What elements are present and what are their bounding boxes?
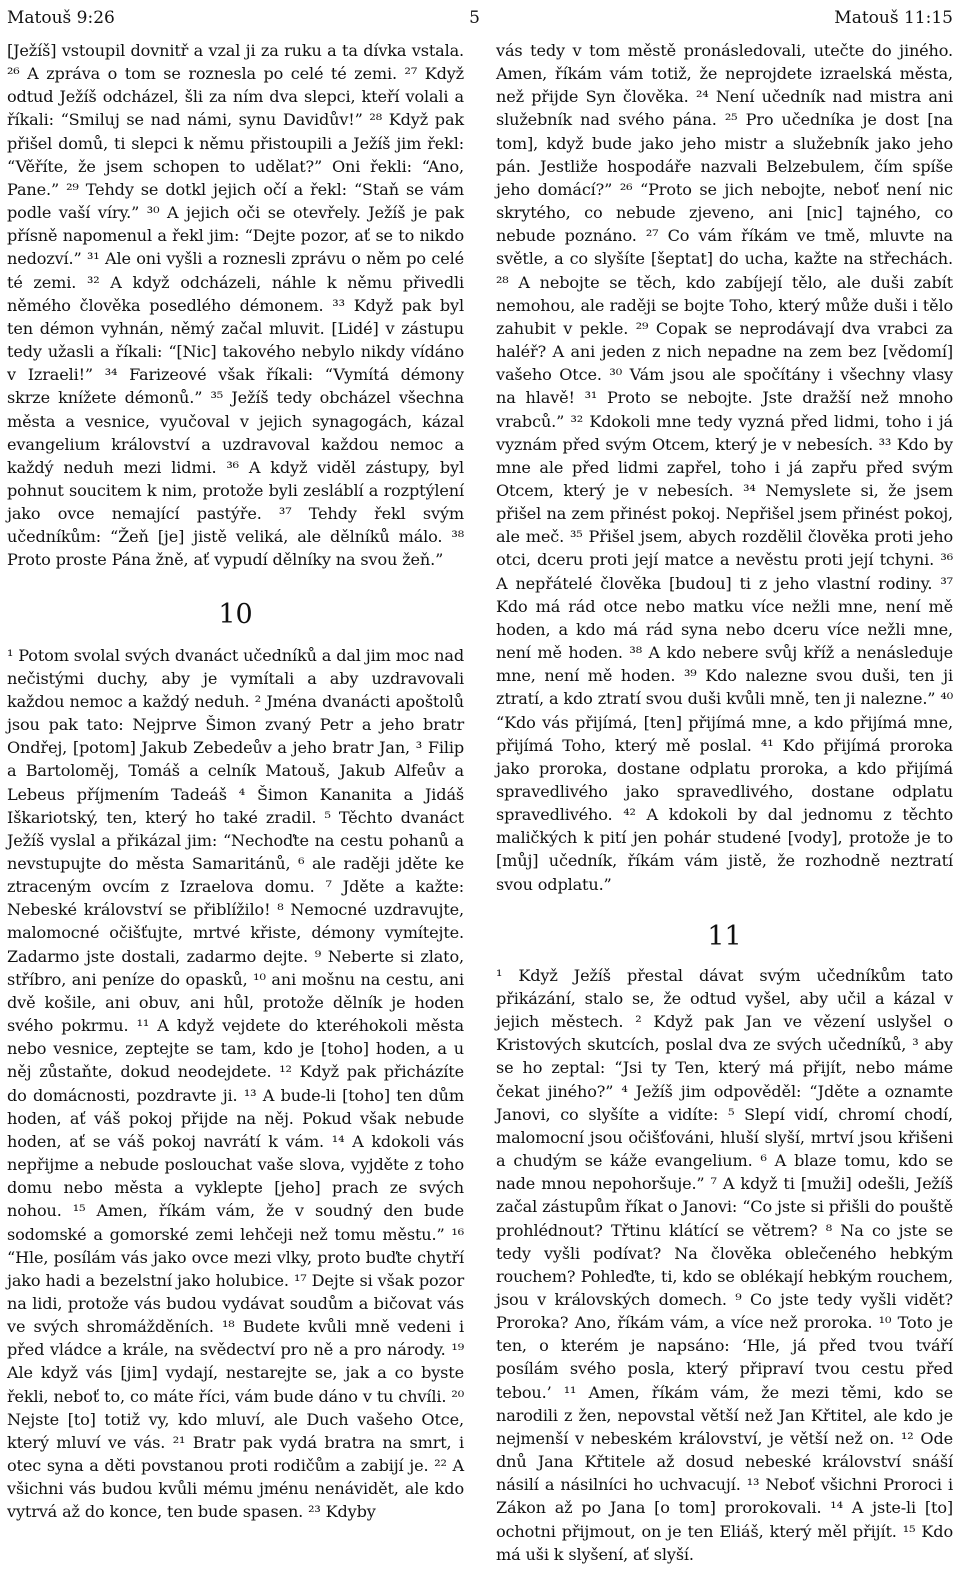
right-column bbox=[496, 39, 953, 1566]
chapter-heading-11: 11 bbox=[707, 920, 742, 952]
chapter-11-text: ¹ Když Ježíš přestal dávat svým učedníkům tato přikázání, stalo se, že odtud vyšel, aby učil a kázal v jejich městech. ² Když pak Jan ve vězení uslyšel o Kristových skutcích, poslal dva ze svých učedníků, ³ aby se ho zeptal: “Jsi ty Ten, který má přijít, nebo máme čekat jiného?” ⁴ Ježíš jim odpověděl: “Jděte a oznamte Janovi, co slyšíte a vidíte: ⁵ Slepí vidí, chromí chodí, malomocní jsou očišťováni, hluší slyší, mrtví jsou křišeni a chudým se káže evangelium. ⁶ A blaze tomu, kdo se nade mnou nepohoršuje.” ⁷ A když ti [muži] odešli, Ježíš začal zástupům říkat o Janovi: “Co jste si přišli do pouště prohlédnout? Třtinu klátící se větrem? ⁸ Na co jste se tedy vyšli podívat? Na člověka oblečeného hebkým rouchem? Pohleďte, ti, kdo se oblékají hebkým rouchem, jsou v královských domech. ⁹ Co jste tedy vyšli vidět? Proroka? Ano, říkám vám, a více než proroka. ¹⁰ Toto je ten, o kterém je napsáno: ‘Hle, já před tvou tváří posílám svého posla, který připraví tvou cestu před tebou.’ ¹¹ Amen, říkám vám, že mezi těmi, kdo se narodili z žen, nepovstal větší než Jan Křtitel, ale kdo je nejmenší v nebeském království, je větší než on. ¹² Ode dnů Jana Křtitele až dosud nebeské království snáší násilí a násilníci ho uchvacují. ¹³ Neboť všichni Proroci i Zákon až po Jana [o tom] prorokovali. ¹⁴ A jste-li [to] ochotni přijmout, on je ten Eliáš, který měl přijít. ¹⁵ Kdo má uši k slyšení, ať slyší. bbox=[496, 965, 953, 1564]
text-columns bbox=[7, 39, 953, 1566]
chapter-10-text: ¹ Potom svolal svých dvanáct učedníků a dal jim moc nad nečistými duchy, aby je vymítali a aby uzdravovali každou nemoc a každý neduh. ² Jména dvanácti apoštolů jsou pak tato: Nejprve Šimon zvaný Petr a jeho bratr Ondřej, [potom] Jakub Zebedeův a jeho bratr Jan, ³ Filip a Bartoloměj, Tomáš a celník Matouš, Jakub Alfeův a Lebeus příjmením Tadeáš ⁴ Šimon Kananita a Jidáš Iškariotský, ten, který ho také zradil. ⁵ Těchto dvanáct Ježíš vyslal a přikázal jim: “Nechoďte na cestu pohanů a nevstupujte do města Samaritánů, ⁶ ale raději jděte ke ztraceným ovcím z Izraelova domu. ⁷ Jděte a kažte: Nebeské království se přiblížilo! ⁸ Nemocné uzdravujte, malomocné očišťujte, mrtvé křiste, démony vymítejte. Zadarmo jste dostali, zadarmo dejte. ⁹ Neberte si zlato, stříbro, ani peníze do opasků, ¹⁰ ani mošnu na cestu, ani dvě košile, ani obuv, ani hůl, protože dělník je hoden svého pokrmu. ¹¹ A když vejdete do kteréhokoli města nebo vesnice, zeptejte se tam, kdo je [toho] hoden, a u něj zůstaňte, dokud neodejdete. ¹² Když pak přicházíte do domácnosti, pozdravte ji. ¹³ A bude-li [toho] ten dům hoden, ať váš pokoj přijde na něj. Pokud však nebude hoden, ať se váš pokoj navrátí k vám. ¹⁴ A kdokoli vás nepřijme a nebude poslouchat vaše slova, vyjděte z toho domu nebo města a vyklepte [jeho] prach ze svých nohou. ¹⁵ Amen, říkám vám, že v soudný den bude sodomské a gomorské zemi lehčeji než tomu městu.” ¹⁶ “Hle, posílám vás jako ovce mezi vlky, proto buďte chytří jako hadi a bezelstní jako holubice. ¹⁷ Dejte si však pozor na lidi, protože vás budou vydávat soudům a bičovat vás ve svých shromážděních. ¹⁸ Budete kvůli mně vedeni i před vládce a krále, na svědectví pro ně a pro národy. ¹⁹ Ale když vás [jim] vydají, nestarejte se, jak a co byste řekli, neboť to, co máte říci, vám bude dáno v tu chvíli. ²⁰ Nejste [to] totiž vy, kdo mluví, ale Duch vašeho Otce, který mluví ve vás. ²¹ Bratr pak vydá bratra na smrt, i otec syna a děti povstanou proti rodičům a zabijí je. ²² A všichni vás budou kvůli mému jménu nenávidět, ale kdo vytrvá až do konce, ten bude spasen. ²³ Kdyby bbox=[7, 645, 464, 1522]
chapter-9-text: [Ježíš] vstoupil dovnitř a vzal ji za ruku a ta dívka vstala. ²⁶ A zpráva o tom se roznesla po celé té zemi. ²⁷ Když odtud Ježíš odcházel, šli za ním dva slepci, kteří volali a říkali: “Smiluj se nad námi, synu Davidův!” ²⁸ Když pak přišel domů, ti slepci k němu přistoupili a Ježíš jim řekl: “Věříte, že jsem schopen to udělat?” Oni řekli: “Ano, Pane.” ²⁹ Tehdy se dotkl jejich očí a řekl: “Staň se vám podle vaší víry.” ³⁰ A jejich oči se otevřely. Ježíš je pak přísně napomenul a řekl jim: “Dejte pozor, ať se to nikdo nedozví.” ³¹ Ale oni vyšli a roznesli zprávu o něm po celé té zemi. ³² A když odcházeli, náhle k němu přivedli němého člověka posedlého démonem. ³³ Když pak byl ten démon vyhnán, němý začal mluvit. [Lidé] v zástupu tedy užasli a říkali: “[Nic] takového nebylo nikdy vídáno v Izraeli!” ³⁴ Farizeové však říkali: “Vymítá démony skrze knížete démonů.” ³⁵ Ježíš tedy obcházel všechna města a vesnice, vyučoval v jejich synagogách, kázal evangelium království a uzdravoval každou nemoc a každý neduh mezi lidmi. ³⁶ A když viděl zástupy, byl pohnut soucitem k nim, protože byli zesláblí a rozptýlení jako ovce nemající pastýře. ³⁷ Tehdy řekl svým učedníkům: “Žeň [je] jistě veliká, ale dělníků málo. ³⁸ Proto proste Pána žně, ať vypudí dělníky na svou žeň.” bbox=[7, 41, 464, 570]
left-column bbox=[7, 39, 464, 1566]
chapter-10-continued-text: vás tedy v tom městě pronásledovali, utečte do jiného. Amen, říkám vám totiž, že neprojdete izraelská města, než přijde Syn člověka. ²⁴ Není učedník nad mistra ani služebník nad svého pána. ²⁵ Pro učedníka je dost [na tom], když bude jako jeho mistr a služebník jako jeho pán. Jestliže hospodáře nazvali Belzebulem, čím spíše jeho domácí?” ²⁶ “Proto se jich nebojte, neboť není nic skrytého, co nebude zjeveno, ani [nic] tajného, co nebude poznáno. ²⁷ Co vám říkám ve tmě, mluvte na světle, a co slyšíte [šeptat] do ucha, kažte na střechách. ²⁸ A nebojte se těch, kdo zabíjejí tělo, ale duši zabít nemohou, ale raději se bojte Toho, který může duši i tělo zahubit v pekle. ²⁹ Copak se neprodávají dva vrabci za haléř? A ani jeden z nich nepadne na zem bez [vědomí] vašeho Otce. ³⁰ Vám jsou ale spočítány i všechny vlasy na hlavě! ³¹ Proto se nebojte. Jste dražší než mnoho vrabců.” ³² Kdokoli mne tedy vyzná před lidmi, toho i já vyznám před svým Otcem, který je v nebesích. ³³ Kdo by mne ale před lidmi zapřel, toho i já zapřu před svým Otcem, který je v nebesích. ³⁴ Nemyslete si, že jsem přišel na zem přinést pokoj. Nepřišel jsem přinést pokoj, ale meč. ³⁵ Přišel jsem, abych rozdělil člověka proti jeho otci, dceru proti její matce a nevěstu proti její tchyni. ³⁶ A nepřátelé člověka [budou] ti z jeho vlastní rodiny. ³⁷ Kdo má rád otce nebo matku více nežli mne, není mě hoden, a kdo má rád syna nebo dceru více nežli mne, není mě hoden. ³⁸ A kdo nebere svůj kříž a nenásleduje mne, není mě hoden. ³⁹ Kdo nalezne svou duši, ten ji ztratí, a kdo ztratí svou duši kvůli mně, ten ji nalezne.” ⁴⁰ “Kdo vás přijímá, [ten] přijímá mne, a kdo přijímá mne, přijímá Toho, který mě poslal. ⁴¹ Kdo přijímá proroka jako proroka, dostane odplatu proroka, a kdo přijímá spravedlivého jako spravedlivého, dostane odplatu spravedlivého. ⁴² A kdokoli by dal jednomu z těchto maličkých k pití jen pohár studené [vody], protože je to [můj] učedník, říkám vám jistě, že rozhodně neztratí svou odplatu.” bbox=[496, 41, 953, 894]
header-right-reference: Matouš 11:15 bbox=[834, 8, 953, 28]
page-number: 5 bbox=[469, 8, 480, 28]
page-header bbox=[7, 0, 953, 32]
header-left-reference: Matouš 9:26 bbox=[7, 8, 115, 28]
chapter-heading-10: 10 bbox=[218, 598, 253, 630]
